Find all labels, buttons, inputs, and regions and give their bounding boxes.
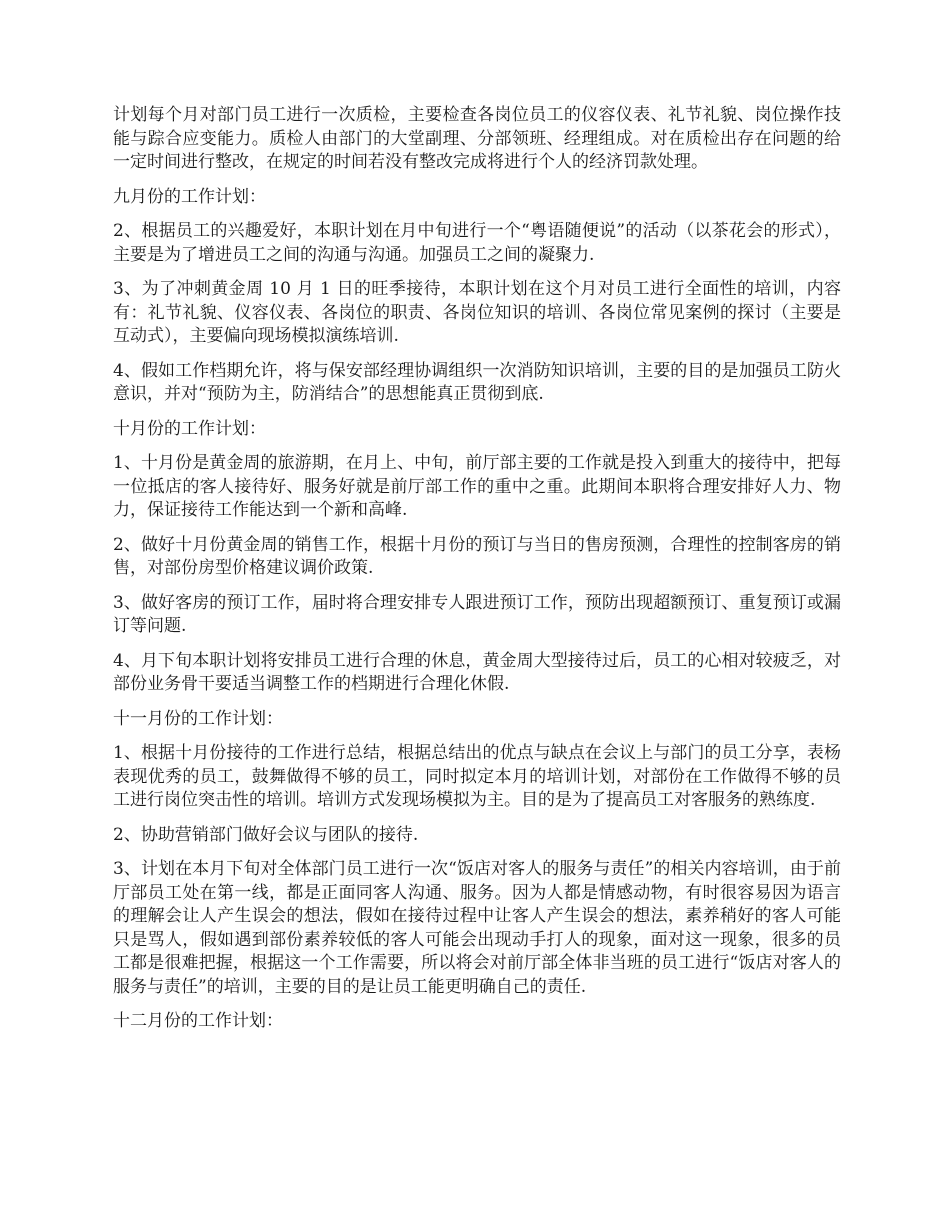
paragraph-october-item-2: 2、做好十月份黄金周的销售工作，根据十月份的预订与当日的售房预测，合理性的控制客房的销售，对部份房型价格建议调价政策. <box>113 534 841 578</box>
paragraph-october-item-3: 3、做好客房的预订工作，届时将合理安排专人跟进预订工作，预防出现超额预订、重复预订或漏订等问题. <box>113 592 841 636</box>
paragraph-november-item-2: 2、协助营销部门做好会议与团队的接待. <box>113 824 419 845</box>
heading-october-plan: 十月份的工作计划： <box>113 418 266 439</box>
heading-september-plan: 九月份的工作计划： <box>113 186 266 207</box>
heading-december-plan: 十二月份的工作计划： <box>113 1011 283 1031</box>
document-page <box>113 104 841 1045</box>
paragraph-november-item-1: 1、根据十月份接待的工作进行总结，根据总结出的优点与缺点在会议上与部门的员工分享，表杨表现优秀的员工，鼓舞做得不够的员工，同时拟定本月的培训计划，对部份在工作做得不够的员工进行岗位突击性的培训。培训方式发现场模拟为主。目的是为了提高员工对客服务的熟练度. <box>113 743 841 810</box>
heading-november-plan: 十一月份的工作计划： <box>113 708 283 729</box>
paragraph-september-item-2: 2、根据员工的兴趣爱好，本职计划在月中旬进行一个“粤语随便说”的活动（以茶花会的形式），主要是为了增进员工之间的沟通与沟通。加强员工之间的凝聚力. <box>113 221 841 265</box>
paragraph-october-item-1: 1、十月份是黄金周的旅游期，在月上、中旬，前厅部主要的工作就是投入到重大的接待中，把每一位抵店的客人接待好、服务好就是前厅部工作的重中之重。此期间本职将合理安排好人力、物力，保证接待工作能达到一个新和高峰. <box>113 453 841 520</box>
paragraph-september-item-3: 3、为了冲刺黄金周 10 月 1 日的旺季接待，本职计划在这个月对员工进行全面性的培训，内容有：礼节礼貌、仪容仪表、各岗位的职责、各岗位知识的培训、各岗位常见案例的探讨（主要是互动式），主要偏向现场模拟演练培训. <box>113 279 841 346</box>
paragraph-november-item-3: 3、计划在本月下旬对全体部门员工进行一次“饭店对客人的服务与责任”的相关内容培训，由于前厅部员工处在第一线，都是正面同客人沟通、服务。因为人都是情感动物，有时很容易因为语言的理解会让人产生误会的想法，假如在接待过程中让客人产生误会的想法，素养稍好的客人可能只是骂人，假如遇到部份素养较低的客人可能会出现动手打人的现象，面对这一现象，很多的员工都是很难把握，根据这一个工作需要，所以将会对前厅部全体非当班的员工进行“饭店对客人的服务与责任”的培训，主要的目的是让员工能更明确自己的责任. <box>113 859 841 997</box>
paragraph-october-item-4: 4、月下旬本职计划将安排员工进行合理的休息，黄金周大型接待过后，员工的心相对较疲乏，对部份业务骨干要适当调整工作的档期进行合理化休假. <box>113 650 841 694</box>
paragraph-september-item-4: 4、假如工作档期允许，将与保安部经理协调组织一次消防知识培训，主要的目的是加强员工防火意识，并对“预防为主，防消结合”的思想能真正贯彻到底. <box>113 360 841 404</box>
paragraph-quality-inspection: 计划每个月对部门员工进行一次质检，主要检查各岗位员工的仪容仪表、礼节礼貌、岗位操作技能与踪合应变能力。质检人由部门的大堂副理、分部领班、经理组成。对在质检出存在问题的给一定时间进行整改，在规定的时间若没有整改完成将进行个人的经济罚款处理。 <box>113 105 841 172</box>
